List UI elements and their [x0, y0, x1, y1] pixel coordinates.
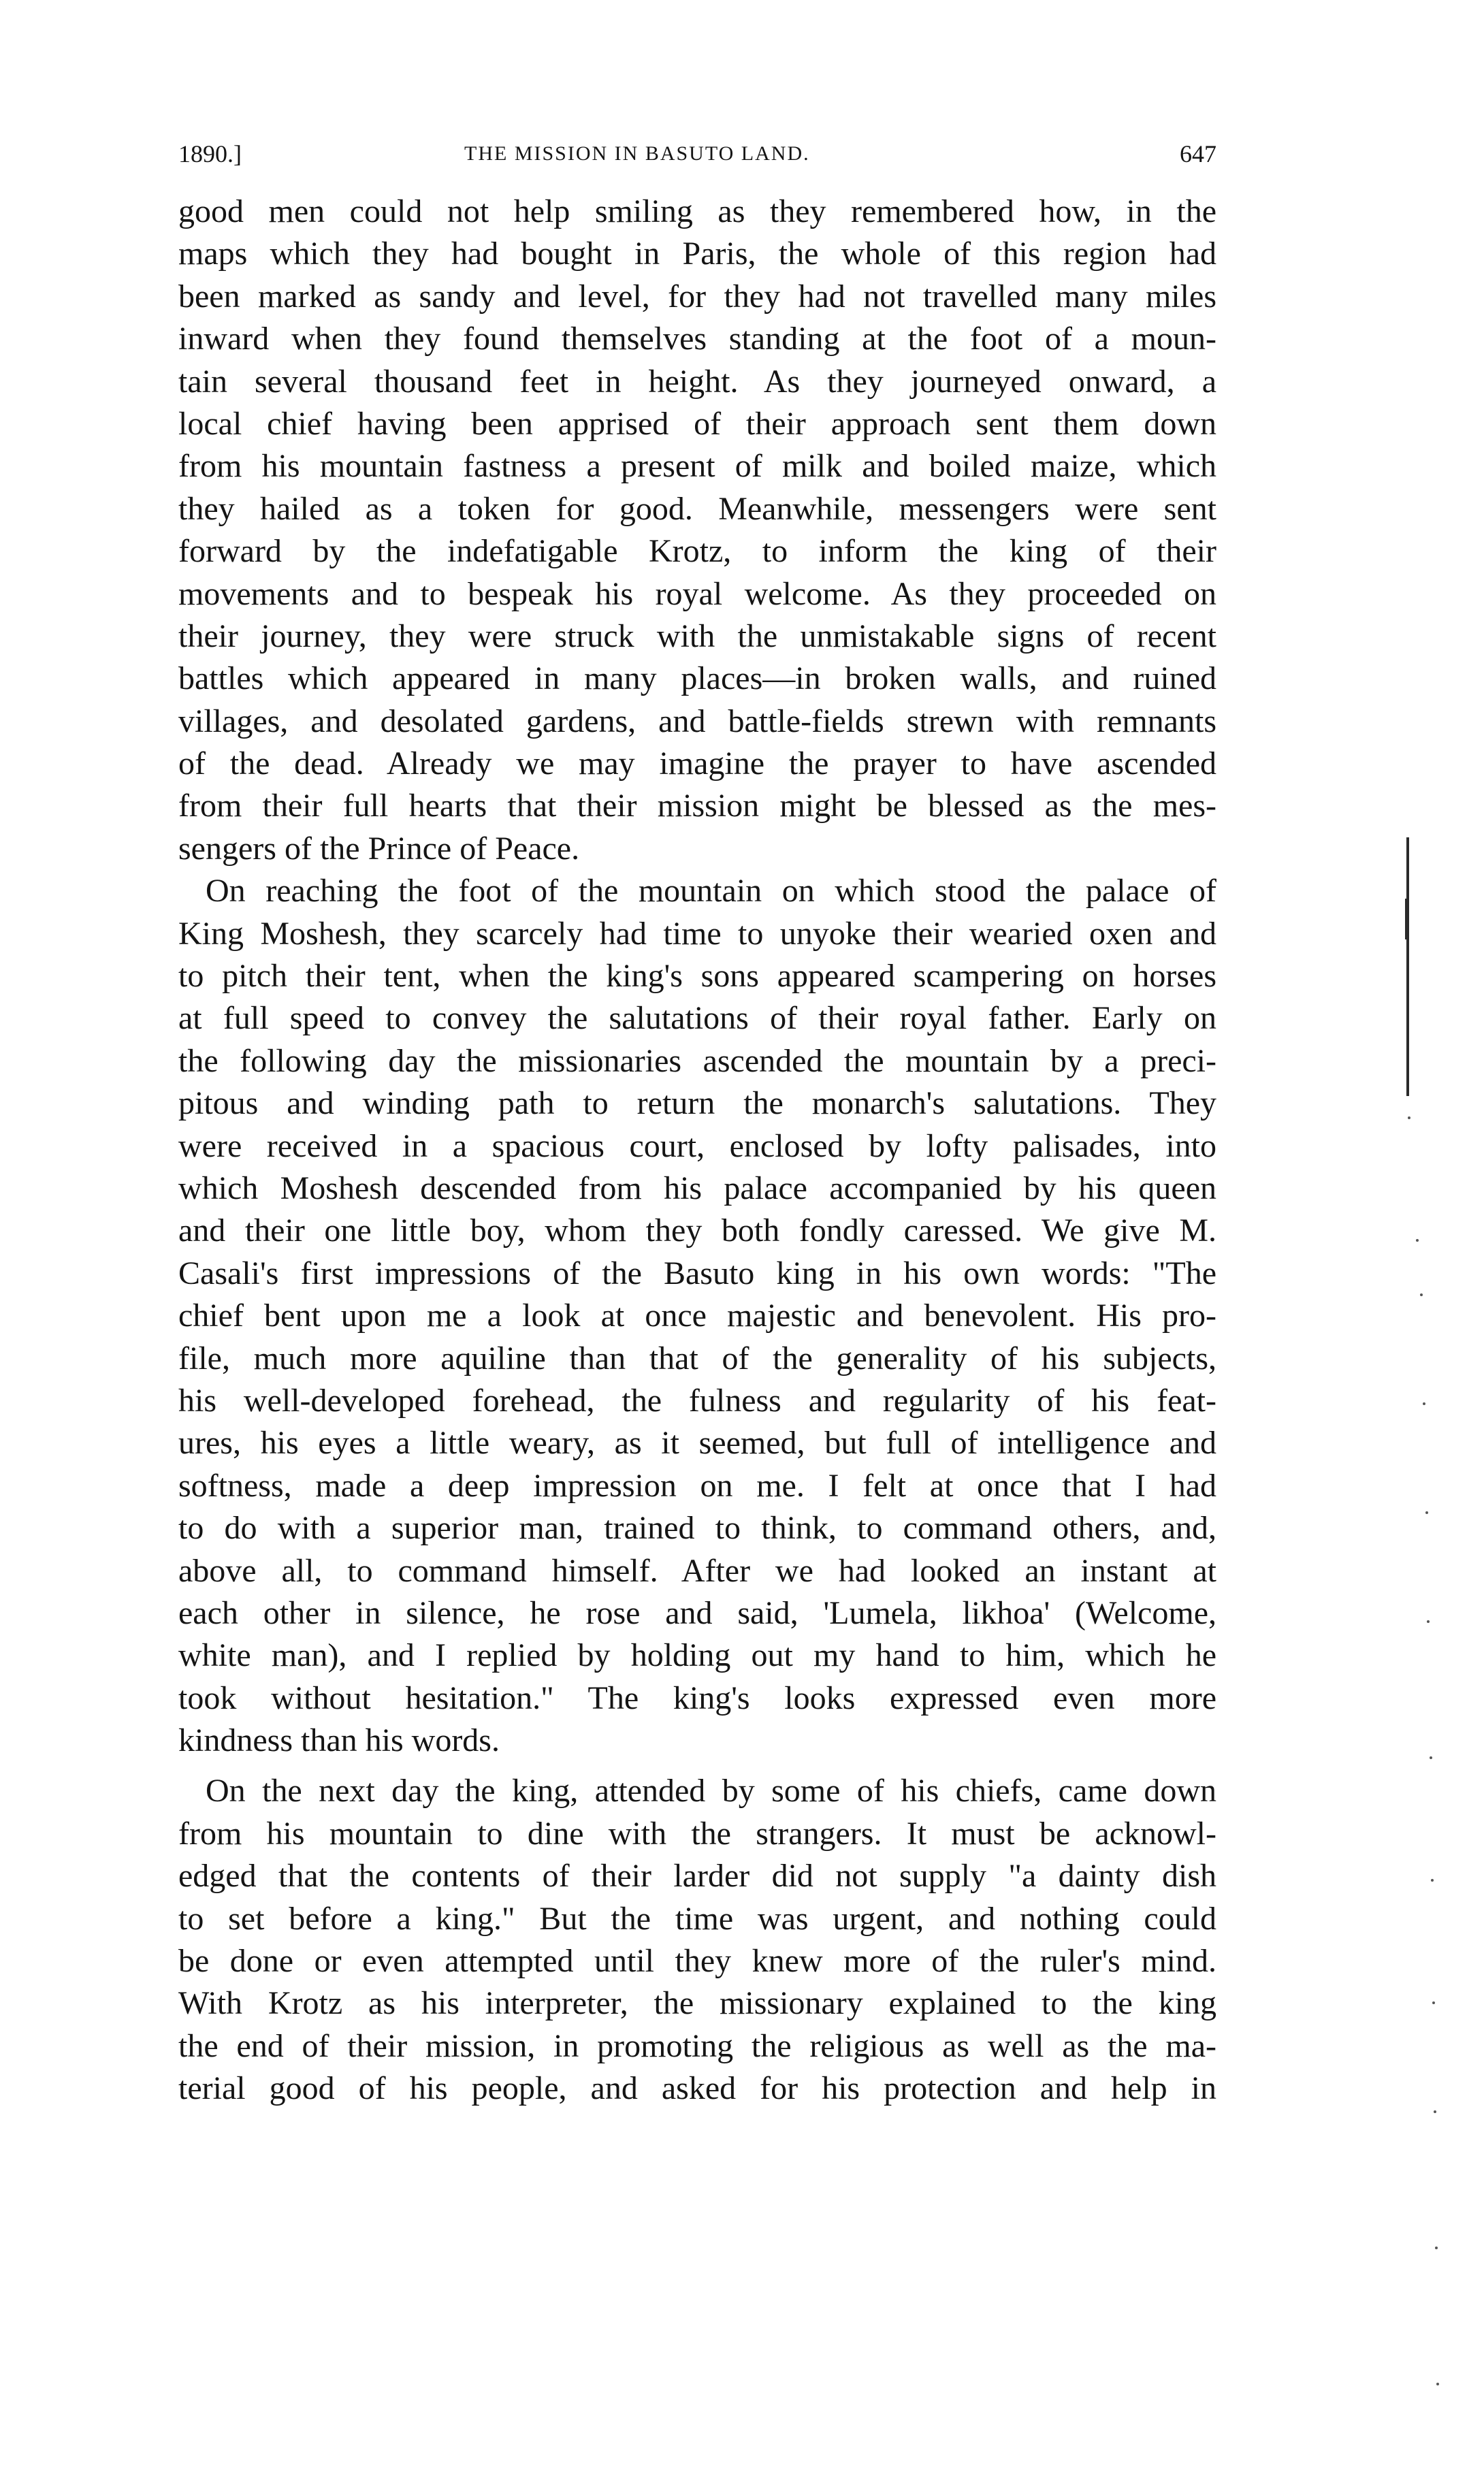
paragraph-gap — [178, 1762, 1216, 1770]
text-line: they hailed as a token for good. Meanwhile, messengers were sent — [178, 490, 1216, 527]
paragraph-end-line: sengers of the Prince of Peace. — [178, 830, 580, 867]
text-line: good men could not help smiling as they remembered how, in the — [178, 193, 1216, 229]
text-line: battles which appeared in many places—in broken walls, and ruined — [178, 660, 1216, 697]
text-line: which Moshesh descended from his palace accompanied by his queen — [178, 1170, 1216, 1206]
scan-speck — [1420, 1293, 1423, 1296]
text-line: pitous and winding path to return the monarch's salutations. They — [178, 1085, 1216, 1122]
text-line: each other in silence, he rose and said, 'Lumela, likhoa' (Welcome, — [178, 1594, 1216, 1631]
text-line: ures, his eyes a little weary, as it seemed, but full of intelligence and — [178, 1425, 1216, 1462]
scan-speck — [1432, 2001, 1435, 2004]
scan-speck — [1431, 1879, 1434, 1882]
text-line: from his mountain fastness a present of milk and boiled maize, which — [178, 448, 1216, 485]
text-line: to set before a king." But the time was urgent, and nothing could — [178, 1900, 1216, 1937]
text-line: the end of their mission, in promoting the religious as well as the ma- — [178, 2027, 1216, 2064]
text-line: white man), and I replied by holding out my hand to him, which he — [178, 1637, 1216, 1674]
scan-speck — [1425, 1511, 1428, 1514]
paragraph-end-line: kindness than his words. — [178, 1722, 500, 1759]
text-line: his well-developed forehead, the fulness and regularity of his feat- — [178, 1382, 1216, 1419]
text-line: from his mountain to dine with the strangers. It must be acknowl- — [178, 1815, 1216, 1852]
text-line: With Krotz as his interpreter, the missionary explained to the king — [178, 1985, 1216, 2022]
binding-shadow — [1405, 899, 1409, 939]
text-line: chief bent upon me a look at once majestic and benevolent. His pro- — [178, 1298, 1216, 1334]
header-title: THE MISSION IN BASUTO LAND. — [464, 142, 810, 165]
text-line: file, much more aquiline than that of the generality of his subjects, — [178, 1340, 1216, 1377]
text-line: be done or even attempted until they knew more of the ruler's mind. — [178, 1943, 1216, 1980]
scan-speck — [1436, 2383, 1439, 2385]
text-line: movements and to bespeak his royal welcome. As they proceeded on — [178, 575, 1216, 612]
scan-speck — [1434, 2110, 1436, 2113]
paragraph-start-line: On the next day the king, attended by some of his chiefs, came down — [206, 1773, 1216, 1809]
text-line: edged that the contents of their larder did not supply "a dainty dish — [178, 1858, 1216, 1895]
text-line: forward by the indefatigable Krotz, to inform the king of their — [178, 533, 1216, 570]
text-line: of the dead. Already we may imagine the prayer to have ascended — [178, 745, 1216, 782]
page-number: 647 — [1180, 140, 1216, 167]
text-line: been marked as sandy and level, for they had not travelled many miles — [178, 278, 1216, 315]
paragraph-start-line: On reaching the foot of the mountain on which stood the palace of — [206, 873, 1216, 910]
text-line: Casali's first impressions of the Basuto king in his own words: "The — [178, 1255, 1216, 1291]
text-line: softness, made a deep impression on me. I felt at once that I had — [178, 1467, 1216, 1504]
text-line: were received in a spacious court, enclosed by lofty palisades, into — [178, 1127, 1216, 1164]
text-line: at full speed to convey the salutations of their royal father. Early on — [178, 1000, 1216, 1037]
text-line: above all, to command himself. After we had looked an instant at — [178, 1552, 1216, 1589]
text-line: inward when they found themselves standing at the foot of a moun- — [178, 321, 1216, 357]
scan-speck — [1430, 1756, 1432, 1759]
binding-shadow — [1406, 837, 1409, 1096]
text-line: took without hesitation." The king's looks expressed even more — [178, 1679, 1216, 1716]
text-line: King Moshesh, they scarcely had time to unyoke their wearied oxen and — [178, 915, 1216, 952]
running-head — [178, 133, 1216, 174]
text-line: to do with a superior man, trained to think, to command others, and, — [178, 1510, 1216, 1547]
text-line: maps which they had bought in Paris, the whole of this region had — [178, 236, 1216, 272]
scan-margin-marks — [1402, 817, 1457, 2451]
text-line: and their one little boy, whom they both fondly caressed. We give M. — [178, 1212, 1216, 1249]
text-line: local chief having been apprised of their approach sent them down — [178, 405, 1216, 442]
body-text — [178, 191, 1216, 2110]
text-line: their journey, they were struck with the unmistakable signs of recent — [178, 617, 1216, 654]
scan-speck — [1435, 2247, 1438, 2249]
text-line: the following day the missionaries ascended the mountain by a preci- — [178, 1042, 1216, 1079]
scan-speck — [1416, 1239, 1419, 1242]
text-line: villages, and desolated gardens, and battle-fields strewn with remnants — [178, 703, 1216, 739]
scan-speck — [1408, 1116, 1410, 1119]
text-line: tain several thousand feet in height. As they journeyed onward, a — [178, 363, 1216, 400]
scan-speck — [1427, 1620, 1430, 1623]
scan-speck — [1423, 1402, 1425, 1405]
text-line: from their full hearts that their mission might be blessed as the mes- — [178, 788, 1216, 824]
text-line: terial good of his people, and asked for his protection and help in — [178, 2070, 1216, 2107]
header-date: 1890.] — [178, 140, 242, 167]
text-line: to pitch their tent, when the king's sons appeared scampering on horses — [178, 958, 1216, 995]
